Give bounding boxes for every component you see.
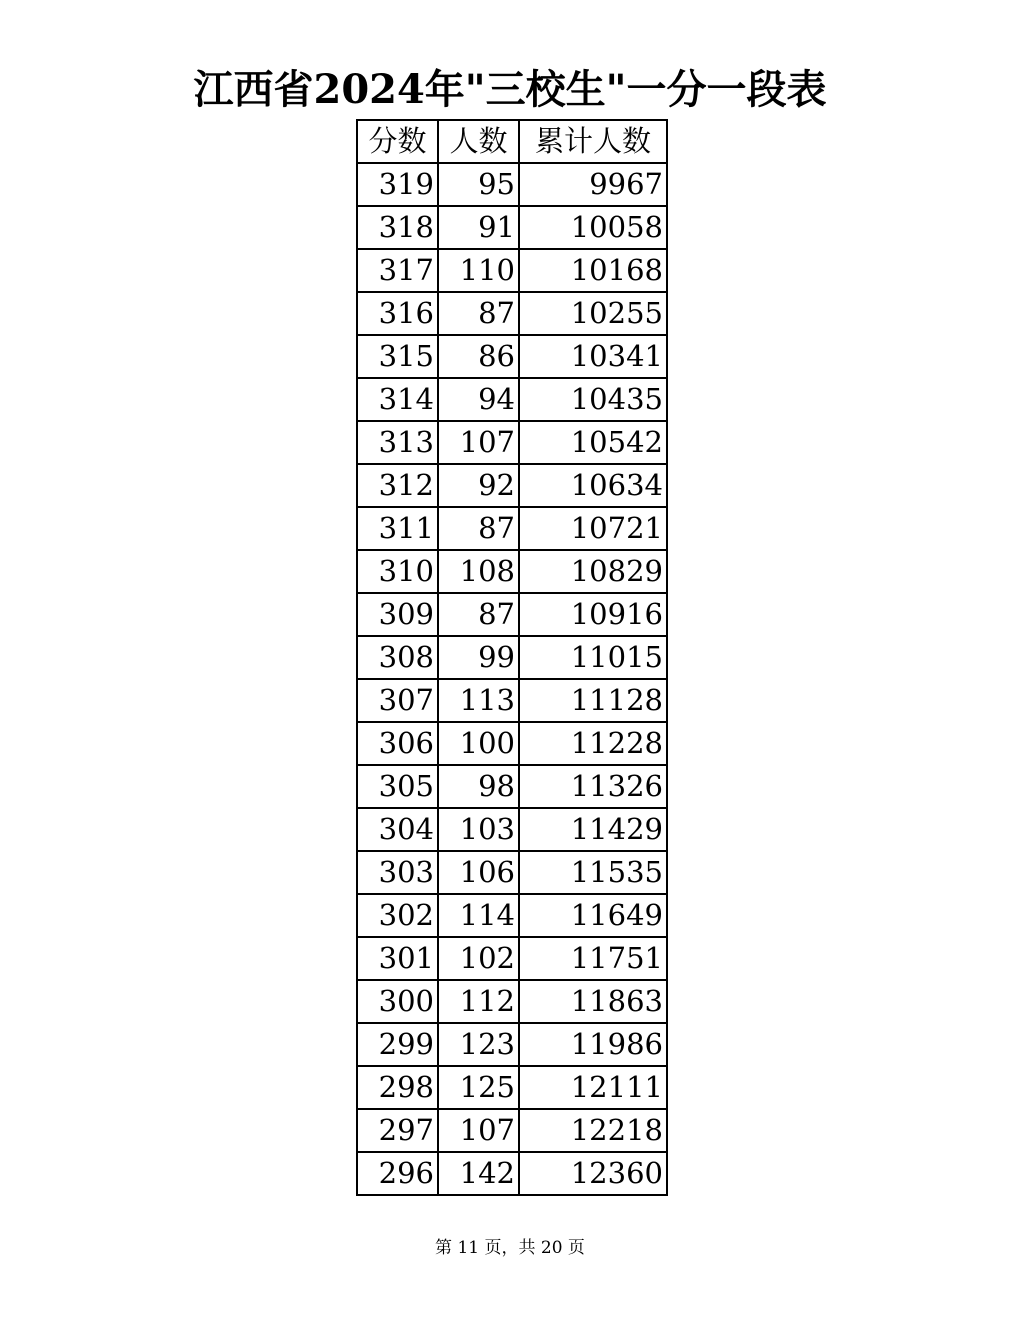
table-row [357,378,667,421]
cell-score: 307 [357,679,438,722]
cell-cumulative: 11429 [519,808,667,851]
cell-score: 297 [357,1109,438,1152]
cell-score: 311 [357,507,438,550]
cell-score: 310 [357,550,438,593]
cell-score: 303 [357,851,438,894]
table-row [357,335,667,378]
cell-cumulative: 9967 [519,163,667,206]
cell-count: 87 [438,292,519,335]
table-row [357,980,667,1023]
score-distribution-table [356,119,668,1196]
cell-count: 112 [438,980,519,1023]
header-score: 分数 [357,120,438,163]
cell-cumulative: 10168 [519,249,667,292]
cell-cumulative: 10435 [519,378,667,421]
cell-count: 99 [438,636,519,679]
cell-score: 298 [357,1066,438,1109]
cell-score: 309 [357,593,438,636]
table-row [357,421,667,464]
table-row [357,722,667,765]
table-row [357,1109,667,1152]
table-row [357,507,667,550]
table-row [357,163,667,206]
page-footer: 第 11 页，共 20 页 [435,1238,585,1258]
cell-cumulative: 11986 [519,1023,667,1066]
table-row [357,206,667,249]
cell-count: 87 [438,507,519,550]
cell-count: 98 [438,765,519,808]
header-cumulative: 累计人数 [519,120,667,163]
cell-count: 91 [438,206,519,249]
cell-cumulative: 12111 [519,1066,667,1109]
table-row [357,1023,667,1066]
cell-cumulative: 12218 [519,1109,667,1152]
table-row [357,1066,667,1109]
cell-score: 306 [357,722,438,765]
cell-cumulative: 11128 [519,679,667,722]
cell-cumulative: 11863 [519,980,667,1023]
cell-count: 107 [438,421,519,464]
cell-cumulative: 10255 [519,292,667,335]
cell-count: 95 [438,163,519,206]
cell-cumulative: 11535 [519,851,667,894]
cell-score: 319 [357,163,438,206]
table-row [357,636,667,679]
cell-score: 313 [357,421,438,464]
cell-cumulative: 10916 [519,593,667,636]
cell-count: 108 [438,550,519,593]
cell-score: 304 [357,808,438,851]
table-row [357,894,667,937]
table-row [357,593,667,636]
cell-score: 300 [357,980,438,1023]
cell-score: 316 [357,292,438,335]
page-title: 江西省2024年"三校生"一分一段表 [193,66,827,113]
cell-count: 142 [438,1152,519,1195]
cell-cumulative: 10341 [519,335,667,378]
cell-cumulative: 10058 [519,206,667,249]
cell-cumulative: 11326 [519,765,667,808]
cell-count: 94 [438,378,519,421]
header-count: 人数 [438,120,519,163]
cell-score: 315 [357,335,438,378]
cell-cumulative: 11751 [519,937,667,980]
cell-cumulative: 11015 [519,636,667,679]
cell-score: 308 [357,636,438,679]
table-row [357,292,667,335]
table-header-row [357,120,667,163]
cell-cumulative: 10542 [519,421,667,464]
cell-score: 301 [357,937,438,980]
table-body [357,163,667,1195]
cell-score: 314 [357,378,438,421]
cell-cumulative: 11649 [519,894,667,937]
cell-count: 100 [438,722,519,765]
cell-cumulative: 10829 [519,550,667,593]
table-row [357,808,667,851]
cell-score: 305 [357,765,438,808]
cell-score: 317 [357,249,438,292]
cell-cumulative: 10634 [519,464,667,507]
cell-cumulative: 10721 [519,507,667,550]
cell-count: 110 [438,249,519,292]
table-row [357,765,667,808]
table-row [357,1152,667,1195]
table-row [357,249,667,292]
table-row [357,851,667,894]
cell-cumulative: 12360 [519,1152,667,1195]
cell-count: 114 [438,894,519,937]
cell-count: 123 [438,1023,519,1066]
cell-count: 102 [438,937,519,980]
cell-count: 103 [438,808,519,851]
cell-score: 302 [357,894,438,937]
cell-count: 86 [438,335,519,378]
cell-count: 92 [438,464,519,507]
table-row [357,937,667,980]
cell-count: 106 [438,851,519,894]
cell-count: 107 [438,1109,519,1152]
table-row [357,679,667,722]
cell-count: 125 [438,1066,519,1109]
cell-score: 296 [357,1152,438,1195]
table-row [357,550,667,593]
cell-count: 113 [438,679,519,722]
table-row [357,464,667,507]
cell-score: 299 [357,1023,438,1066]
cell-cumulative: 11228 [519,722,667,765]
cell-count: 87 [438,593,519,636]
cell-score: 318 [357,206,438,249]
cell-score: 312 [357,464,438,507]
